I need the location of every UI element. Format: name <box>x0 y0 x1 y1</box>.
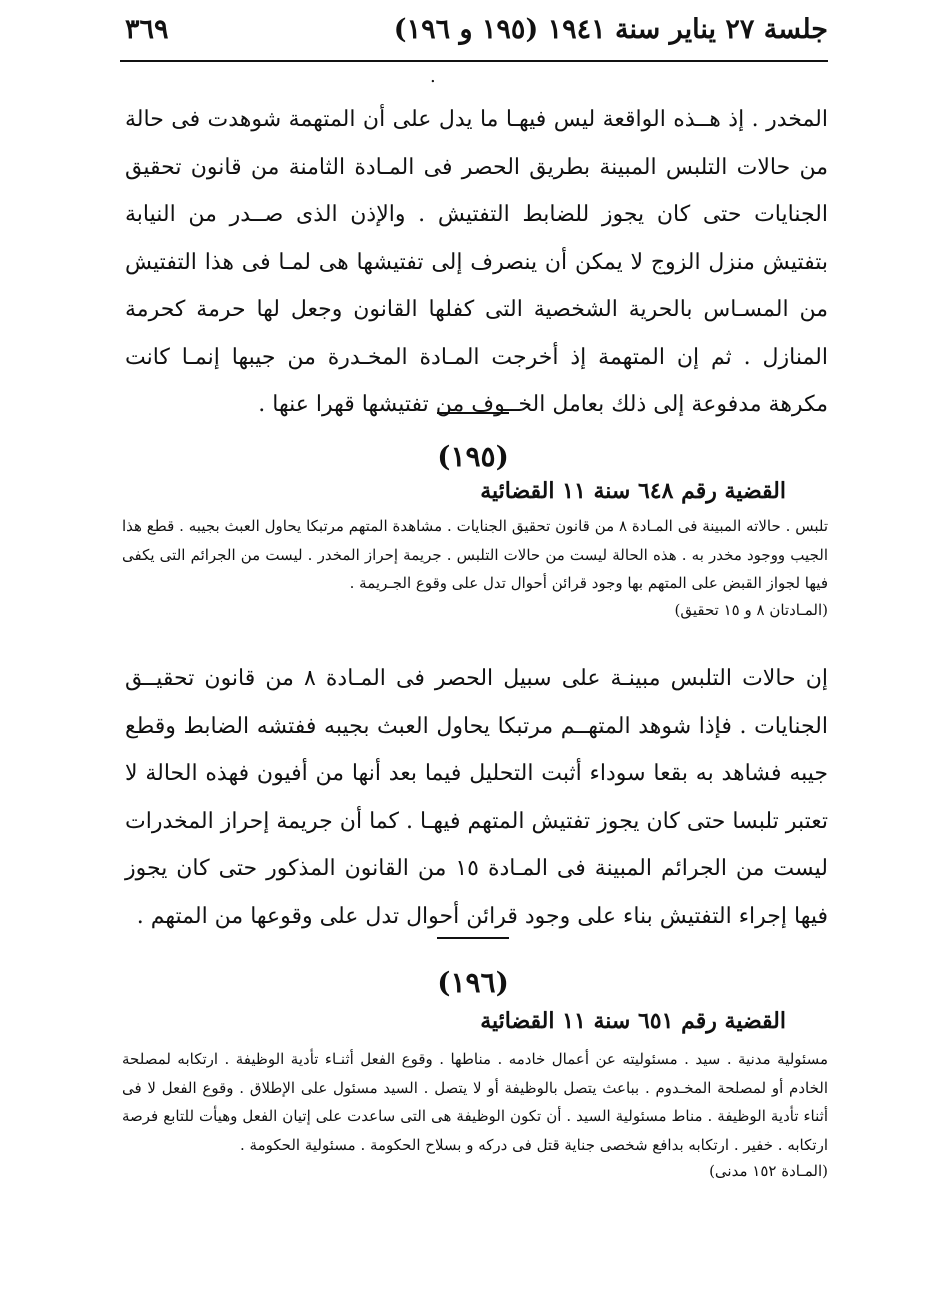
statute-citation: (المـادتان ٨ و ١٥ تحقيق) <box>674 600 828 619</box>
case-reference: القضية رقم ٦٤٨ سنة ١١ القضائية <box>480 478 786 504</box>
header-divider <box>120 60 828 62</box>
ornament-dot: . <box>430 66 436 87</box>
section-divider <box>437 412 509 414</box>
case-number: (١٩٦) <box>437 966 509 999</box>
page-header <box>125 14 828 54</box>
continuation-paragraph: المخدر . إذ هــذه الواقعة ليس فيهـا ما يدل على أن المتهمة شوهدت فى حالة من حالات التلبس المبينة بطريق الحصر فى المـادة الثامنة من قانون تحقيق الجنايات حتى كان يجوز للضابط التفتيش . والإذن الذى صــدر من النيابة بتفتيش منزل الزوج لا يمكن أن ينصرف إلى تفتيشها هى لمـا فى هذا التفتيش من المسـاس بالحرية الشخصية التى كفلها القانون وجعل لها حرمة كحرمة المنازل . ثم إن المتهمة إذ أخرجت المـادة المخـدرة من جيبها إنمـا كانت مكرهة مدفوعة إلى ذلك بعامل الخــوف من تفتيشها قهرا عنها . <box>125 107 828 417</box>
running-title: جلسة ٢٧ يناير سنة ١٩٤١ (١٩٥ و ١٩٦) <box>393 14 828 45</box>
case-holding-paragraph: إن حالات التلبس مبينـة على سبيل الحصر فى المـادة ٨ من قانون تحقيــق الجنايات . فإذا شوهد المتهــم مرتبكا يحاول العبث بجيبه ففتشه الضابط وقطع جيبه فشاهد به بقعا سوداء أثبت التحليل فيما بعد أنها من أفيون فهذه الحالة لا تعتبر تلبسا حتى كان يجوز تفتيش المتهم فيهـا . كما أن جريمة إحراز المخدرات ليست من الجرائم المبينة فى المـادة ١٥ من القانون المذكور حتى كان يجوز فيها إجراء التفتيش بناء على وجود قرائن أحوال تدل على وقوعها من المتهم . <box>125 666 828 929</box>
abstract-text: تلبس . حالاته المبينة فى المـادة ٨ من قانون تحقيق الجنايات . مشاهدة المتهم مرتبكا يحاول العبث بجيبه . قطع هذا الجيب ووجود مخدر به . هذه الحالة ليست من حالات التلبس . جريمة إحراز المخدر . ليست من الجرائم التى يكفى فيها لجواز القبض على المتهم بها وجود قرائن أحوال تدل على وقوع الجـريمة . <box>122 517 829 592</box>
section-divider <box>437 937 509 939</box>
case-abstract <box>122 1045 828 1186</box>
case-abstract <box>122 512 828 624</box>
case-number: (١٩٥) <box>437 440 509 473</box>
case-reference: القضية رقم ٦٥١ سنة ١١ القضائية <box>480 1008 786 1034</box>
statute-citation: (المـادة ١٥٢ مدنى) <box>709 1162 828 1180</box>
page-number: ٣٦٩ <box>125 14 169 45</box>
abstract-text: مسئولية مدنية . سيد . مسئوليته عن أعمال خادمه . مناطها . وقوع الفعل أثنـاء تأدية الوظيفة . ارتكابه لمصلحة الخادم أو لمصلحة المخـدوم . بباعث يتصل بالوظيفة أو لا يتصل . السيد مسئول على الإطلاق . وقوع الفعل لا فى أثناء تأدية الوظيفة . مناط مسئولية السيد . أن تكون الوظيفة هى التى ساعدت على إتيان الفعل وهيأت للتابع فرصة ارتكابه . خفير . ارتكابه بدافع شخصى جناية قتل فى دركه و بسلاح الحكومة . مسئولية الحكومة . <box>122 1050 828 1154</box>
